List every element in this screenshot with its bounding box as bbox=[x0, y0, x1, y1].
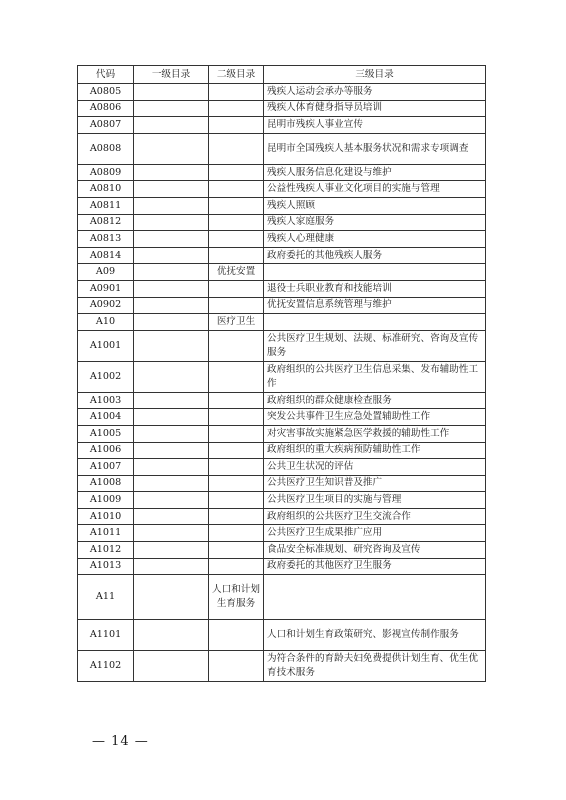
cell-code: A0811 bbox=[78, 197, 134, 214]
cell-level-3: 公益性残疾人事业文化项目的实施与管理 bbox=[264, 181, 486, 198]
table-row bbox=[78, 620, 486, 651]
cell-level-1 bbox=[134, 575, 209, 620]
cell-level-2 bbox=[209, 425, 264, 442]
table-row bbox=[78, 84, 486, 101]
cell-level-3: 公共医疗卫生规划、法规、标准研究、咨询及宣传服务 bbox=[264, 330, 486, 361]
cell-level-1 bbox=[134, 361, 209, 392]
table-row bbox=[78, 508, 486, 525]
cell-code: A1006 bbox=[78, 442, 134, 459]
cell-level-2 bbox=[209, 181, 264, 198]
cell-level-1 bbox=[134, 392, 209, 409]
catalog-table bbox=[77, 65, 486, 682]
cell-level-1 bbox=[134, 558, 209, 575]
cell-code: A1007 bbox=[78, 459, 134, 476]
cell-level-2 bbox=[209, 442, 264, 459]
cell-code: A0813 bbox=[78, 231, 134, 248]
cell-code: A0814 bbox=[78, 247, 134, 264]
cell-level-2 bbox=[209, 558, 264, 575]
table-row bbox=[78, 492, 486, 509]
header-level-2: 二级目录 bbox=[209, 66, 264, 84]
cell-level-2: 医疗卫生 bbox=[209, 314, 264, 331]
cell-level-3 bbox=[264, 314, 486, 331]
cell-level-3: 残疾人体育健身指导员培训 bbox=[264, 100, 486, 117]
table-row bbox=[78, 133, 486, 164]
cell-level-2 bbox=[209, 651, 264, 682]
cell-level-3: 残疾人心理健康 bbox=[264, 231, 486, 248]
cell-level-2: 人口和计划生育服务 bbox=[209, 575, 264, 620]
table-row bbox=[78, 214, 486, 231]
cell-level-3: 政府组织的群众健康检查服务 bbox=[264, 392, 486, 409]
cell-level-1 bbox=[134, 459, 209, 476]
cell-code: A1002 bbox=[78, 361, 134, 392]
header-code: 代码 bbox=[78, 66, 134, 84]
cell-level-3: 昆明市全国残疾人基本服务状况和需求专项调查 bbox=[264, 133, 486, 164]
cell-level-2 bbox=[209, 459, 264, 476]
cell-level-1 bbox=[134, 314, 209, 331]
table-row bbox=[78, 409, 486, 426]
cell-level-3: 退役士兵职业教育和技能培训 bbox=[264, 280, 486, 297]
cell-code: A09 bbox=[78, 264, 134, 281]
cell-level-1 bbox=[134, 231, 209, 248]
cell-level-2 bbox=[209, 392, 264, 409]
cell-level-2 bbox=[209, 231, 264, 248]
cell-level-3: 政府组织的重大疾病预防辅助性工作 bbox=[264, 442, 486, 459]
cell-code: A1101 bbox=[78, 620, 134, 651]
cell-level-3 bbox=[264, 575, 486, 620]
cell-level-3: 政府委托的其他残疾人服务 bbox=[264, 247, 486, 264]
cell-level-2 bbox=[209, 133, 264, 164]
cell-level-3: 残疾人运动会承办等服务 bbox=[264, 84, 486, 101]
cell-level-2 bbox=[209, 297, 264, 314]
table-row bbox=[78, 542, 486, 559]
cell-code: A0810 bbox=[78, 181, 134, 198]
cell-level-2 bbox=[209, 100, 264, 117]
table-row bbox=[78, 297, 486, 314]
cell-code: A0901 bbox=[78, 280, 134, 297]
cell-level-2 bbox=[209, 117, 264, 134]
cell-code: A1009 bbox=[78, 492, 134, 509]
cell-level-3: 为符合条件的育龄夫妇免费提供计划生育、优生优育技术服务 bbox=[264, 651, 486, 682]
table-row bbox=[78, 197, 486, 214]
cell-level-3: 公共医疗卫生项目的实施与管理 bbox=[264, 492, 486, 509]
cell-level-3 bbox=[264, 264, 486, 281]
cell-level-1 bbox=[134, 492, 209, 509]
cell-level-3: 人口和计划生育政策研究、影视宣传制作服务 bbox=[264, 620, 486, 651]
cell-code: A0806 bbox=[78, 100, 134, 117]
cell-level-2 bbox=[209, 247, 264, 264]
cell-level-1 bbox=[134, 330, 209, 361]
cell-code: A1013 bbox=[78, 558, 134, 575]
table-row bbox=[78, 392, 486, 409]
cell-level-1 bbox=[134, 264, 209, 281]
cell-level-3: 公共医疗卫生成果推广应用 bbox=[264, 525, 486, 542]
table-row bbox=[78, 100, 486, 117]
table-row bbox=[78, 247, 486, 264]
table-row bbox=[78, 459, 486, 476]
cell-level-1 bbox=[134, 508, 209, 525]
cell-level-1 bbox=[134, 525, 209, 542]
table-row bbox=[78, 575, 486, 620]
cell-level-1 bbox=[134, 542, 209, 559]
cell-code: A1001 bbox=[78, 330, 134, 361]
cell-level-1 bbox=[134, 164, 209, 181]
cell-level-1 bbox=[134, 197, 209, 214]
cell-level-2 bbox=[209, 542, 264, 559]
cell-level-1 bbox=[134, 181, 209, 198]
cell-level-2 bbox=[209, 508, 264, 525]
cell-level-2 bbox=[209, 361, 264, 392]
table-row bbox=[78, 280, 486, 297]
cell-code: A0902 bbox=[78, 297, 134, 314]
cell-level-2 bbox=[209, 475, 264, 492]
table-row bbox=[78, 475, 486, 492]
cell-level-3: 突发公共事件卫生应急处置辅助性工作 bbox=[264, 409, 486, 426]
cell-level-3: 政府组织的公共医疗卫生交流合作 bbox=[264, 508, 486, 525]
cell-level-1 bbox=[134, 475, 209, 492]
cell-code: A0807 bbox=[78, 117, 134, 134]
cell-level-3: 残疾人家庭服务 bbox=[264, 214, 486, 231]
cell-level-2 bbox=[209, 280, 264, 297]
cell-level-1 bbox=[134, 100, 209, 117]
cell-code: A1005 bbox=[78, 425, 134, 442]
cell-code: A11 bbox=[78, 575, 134, 620]
cell-code: A0809 bbox=[78, 164, 134, 181]
table-row bbox=[78, 425, 486, 442]
cell-level-3: 优抚安置信息系统管理与维护 bbox=[264, 297, 486, 314]
cell-level-1 bbox=[134, 651, 209, 682]
cell-code: A1004 bbox=[78, 409, 134, 426]
cell-level-3: 食品安全标准规划、研究咨询及宣传 bbox=[264, 542, 486, 559]
cell-level-3: 公共医疗卫生知识普及推广 bbox=[264, 475, 486, 492]
table-row bbox=[78, 181, 486, 198]
table-row bbox=[78, 314, 486, 331]
cell-code: A1102 bbox=[78, 651, 134, 682]
cell-code: A0808 bbox=[78, 133, 134, 164]
cell-level-1 bbox=[134, 425, 209, 442]
cell-level-1 bbox=[134, 133, 209, 164]
table-row bbox=[78, 117, 486, 134]
cell-level-3: 政府组织的公共医疗卫生信息采集、发布辅助性工作 bbox=[264, 361, 486, 392]
cell-level-2 bbox=[209, 164, 264, 181]
cell-level-2 bbox=[209, 492, 264, 509]
cell-code: A1010 bbox=[78, 508, 134, 525]
cell-code: A1008 bbox=[78, 475, 134, 492]
table-row bbox=[78, 231, 486, 248]
table-row bbox=[78, 651, 486, 682]
cell-level-3: 政府委托的其他医疗卫生服务 bbox=[264, 558, 486, 575]
table-row bbox=[78, 361, 486, 392]
cell-level-1 bbox=[134, 247, 209, 264]
cell-level-1 bbox=[134, 84, 209, 101]
cell-code: A1012 bbox=[78, 542, 134, 559]
cell-level-2 bbox=[209, 620, 264, 651]
cell-level-3: 残疾人服务信息化建设与维护 bbox=[264, 164, 486, 181]
cell-code: A0805 bbox=[78, 84, 134, 101]
cell-level-1 bbox=[134, 214, 209, 231]
cell-level-1 bbox=[134, 117, 209, 134]
cell-level-1 bbox=[134, 442, 209, 459]
cell-code: A1011 bbox=[78, 525, 134, 542]
cell-level-3: 公共卫生状况的评估 bbox=[264, 459, 486, 476]
cell-level-3: 对灾害事故实施紧急医学救援的辅助性工作 bbox=[264, 425, 486, 442]
header-level-1: 一级目录 bbox=[134, 66, 209, 84]
header-level-3: 三级目录 bbox=[264, 66, 486, 84]
page-number: — 14 — bbox=[92, 734, 149, 749]
table-row bbox=[78, 330, 486, 361]
cell-level-2 bbox=[209, 409, 264, 426]
cell-level-2 bbox=[209, 214, 264, 231]
cell-code: A0812 bbox=[78, 214, 134, 231]
cell-level-1 bbox=[134, 297, 209, 314]
cell-level-2: 优抚安置 bbox=[209, 264, 264, 281]
cell-level-1 bbox=[134, 409, 209, 426]
table-header-row bbox=[78, 66, 486, 84]
cell-level-2 bbox=[209, 525, 264, 542]
cell-code: A10 bbox=[78, 314, 134, 331]
cell-level-3: 昆明市残疾人事业宣传 bbox=[264, 117, 486, 134]
cell-code: A1003 bbox=[78, 392, 134, 409]
table-row bbox=[78, 442, 486, 459]
table-row bbox=[78, 525, 486, 542]
cell-level-1 bbox=[134, 280, 209, 297]
cell-level-2 bbox=[209, 330, 264, 361]
cell-level-1 bbox=[134, 620, 209, 651]
cell-level-2 bbox=[209, 84, 264, 101]
table-row bbox=[78, 264, 486, 281]
table-row bbox=[78, 558, 486, 575]
table-row bbox=[78, 164, 486, 181]
cell-level-3: 残疾人照顾 bbox=[264, 197, 486, 214]
cell-level-2 bbox=[209, 197, 264, 214]
